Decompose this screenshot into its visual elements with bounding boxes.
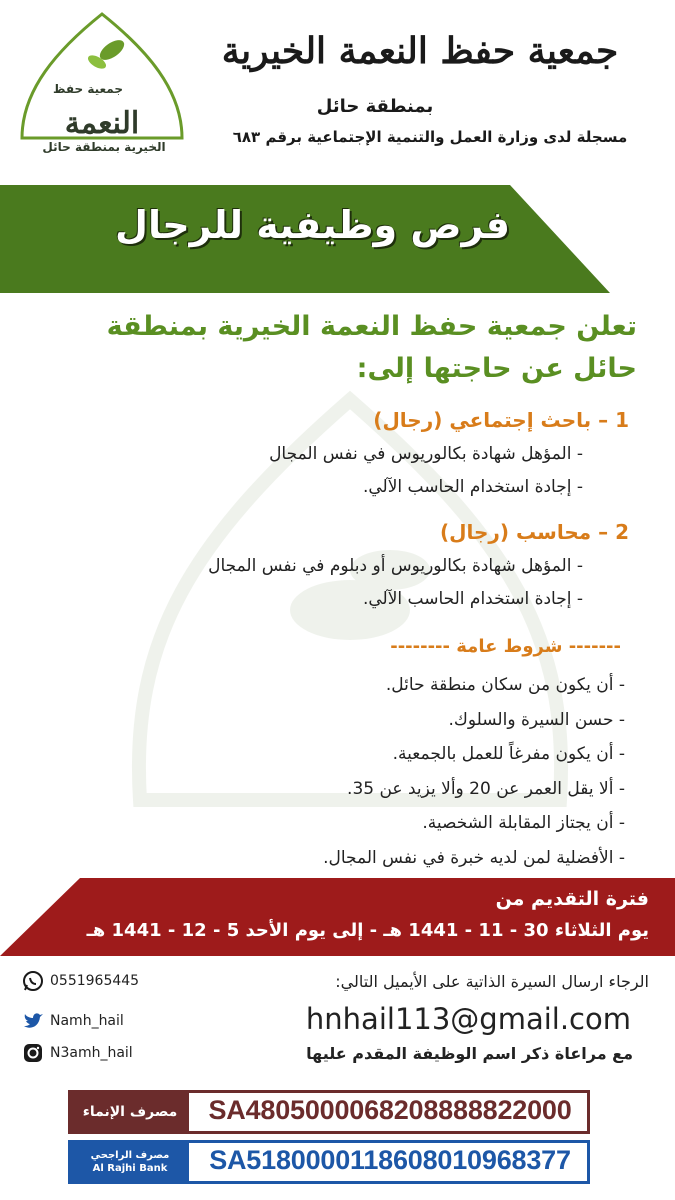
application-period-banner	[0, 878, 675, 956]
logo-text-top: جمعية حفظ	[53, 82, 123, 96]
instagram-icon	[22, 1042, 44, 1064]
whatsapp-icon	[22, 970, 44, 992]
logo-text-main: النعمة	[64, 106, 140, 141]
condition-item: - ألا يقل العمر عن 20 وألا يزيد عن 35.	[347, 778, 625, 799]
iban-number[interactable]: SA4805000068208888822000	[208, 1095, 572, 1125]
organization-logo	[12, 10, 192, 168]
instagram-contact[interactable]	[22, 1042, 133, 1064]
period-dates: يوم الثلاثاء 30 - 11 - 1441 هـ - إلى يوم الأحد 5 - 12 - 1441 هـ	[86, 920, 649, 941]
condition-item: - أن يكون مفرغاً للعمل بالجمعية.	[392, 744, 625, 764]
logo-text-bottom: الخيرية بمنطقة حائل	[42, 140, 166, 154]
twitter-icon	[22, 1010, 44, 1032]
job-title: 1 – باحث إجتماعي (رجال)	[373, 408, 629, 432]
condition-item: - حسن السيرة والسلوك.	[448, 709, 625, 730]
bank-name-ar: مصرف الراجحي	[90, 1150, 170, 1161]
bank-name	[71, 1143, 189, 1181]
intro-text	[17, 306, 637, 390]
twitter-contact[interactable]	[22, 1010, 124, 1032]
bank-account-alrajhi	[68, 1140, 590, 1184]
bank-account-alinma	[68, 1090, 590, 1134]
email-address[interactable]: hnhail113@gmail.com	[305, 1002, 631, 1036]
job-requirement: - المؤهل شهادة بكالوريوس في نفس المجال	[269, 444, 583, 464]
job-requirement: - إجادة استخدام الحاسب الآلي.	[362, 477, 583, 497]
condition-item: - أن يجتاز المقابلة الشخصية.	[422, 813, 625, 833]
cv-instruction: الرجاء ارسال السيرة الذاتية على الأيميل التالي:	[335, 972, 649, 991]
bank-name-en: Al Rajhi Bank	[92, 1163, 168, 1174]
job-requirement: - إجادة استخدام الحاسب الآلي.	[362, 589, 583, 609]
intro-line-1: تعلن جمعية حفظ النعمة الخيرية بمنطقة	[106, 311, 637, 342]
whatsapp-number: 0551965445	[50, 973, 140, 989]
bank-name: مصرف الإنماء	[71, 1093, 189, 1131]
banner-title: فرص وظيفية للرجال	[115, 203, 510, 247]
job-social-researcher	[29, 408, 629, 504]
iban-number[interactable]: SA5180000118608010968377	[209, 1145, 571, 1175]
organization-name: جمعية حفظ النعمة الخيرية	[221, 30, 619, 72]
organization-region: بمنطقة حائل	[316, 96, 434, 117]
condition-item: - أن يكون من سكان منطقة حائل.	[385, 675, 625, 695]
title-banner	[0, 185, 610, 293]
instagram-handle: N3amh_hail	[50, 1045, 133, 1061]
intro-line-2: حائل عن حاجتها إلى:	[356, 353, 637, 384]
email-note: مع مراعاة ذكر اسم الوظيفة المقدم عليها	[306, 1044, 633, 1063]
organization-registration: مسجلة لدى وزارة العمل والتنمية الإجتماعية برقم ٦٨٣	[232, 128, 628, 146]
period-label: فترة التقديم من	[495, 888, 649, 910]
job-title: 2 – محاسب (رجال)	[439, 520, 629, 544]
twitter-handle: Namh_hail	[50, 1013, 124, 1029]
job-requirement: - المؤهل شهادة بكالوريوس أو دبلوم في نفس المجال	[208, 556, 583, 576]
job-accountant	[29, 520, 629, 616]
whatsapp-contact[interactable]	[22, 970, 139, 992]
condition-item: - الأفضلية لمن لديه خبرة في نفس المجال.	[323, 847, 625, 868]
general-conditions-title: ------- شروط عامة --------	[390, 636, 621, 657]
general-conditions-list	[25, 668, 625, 875]
